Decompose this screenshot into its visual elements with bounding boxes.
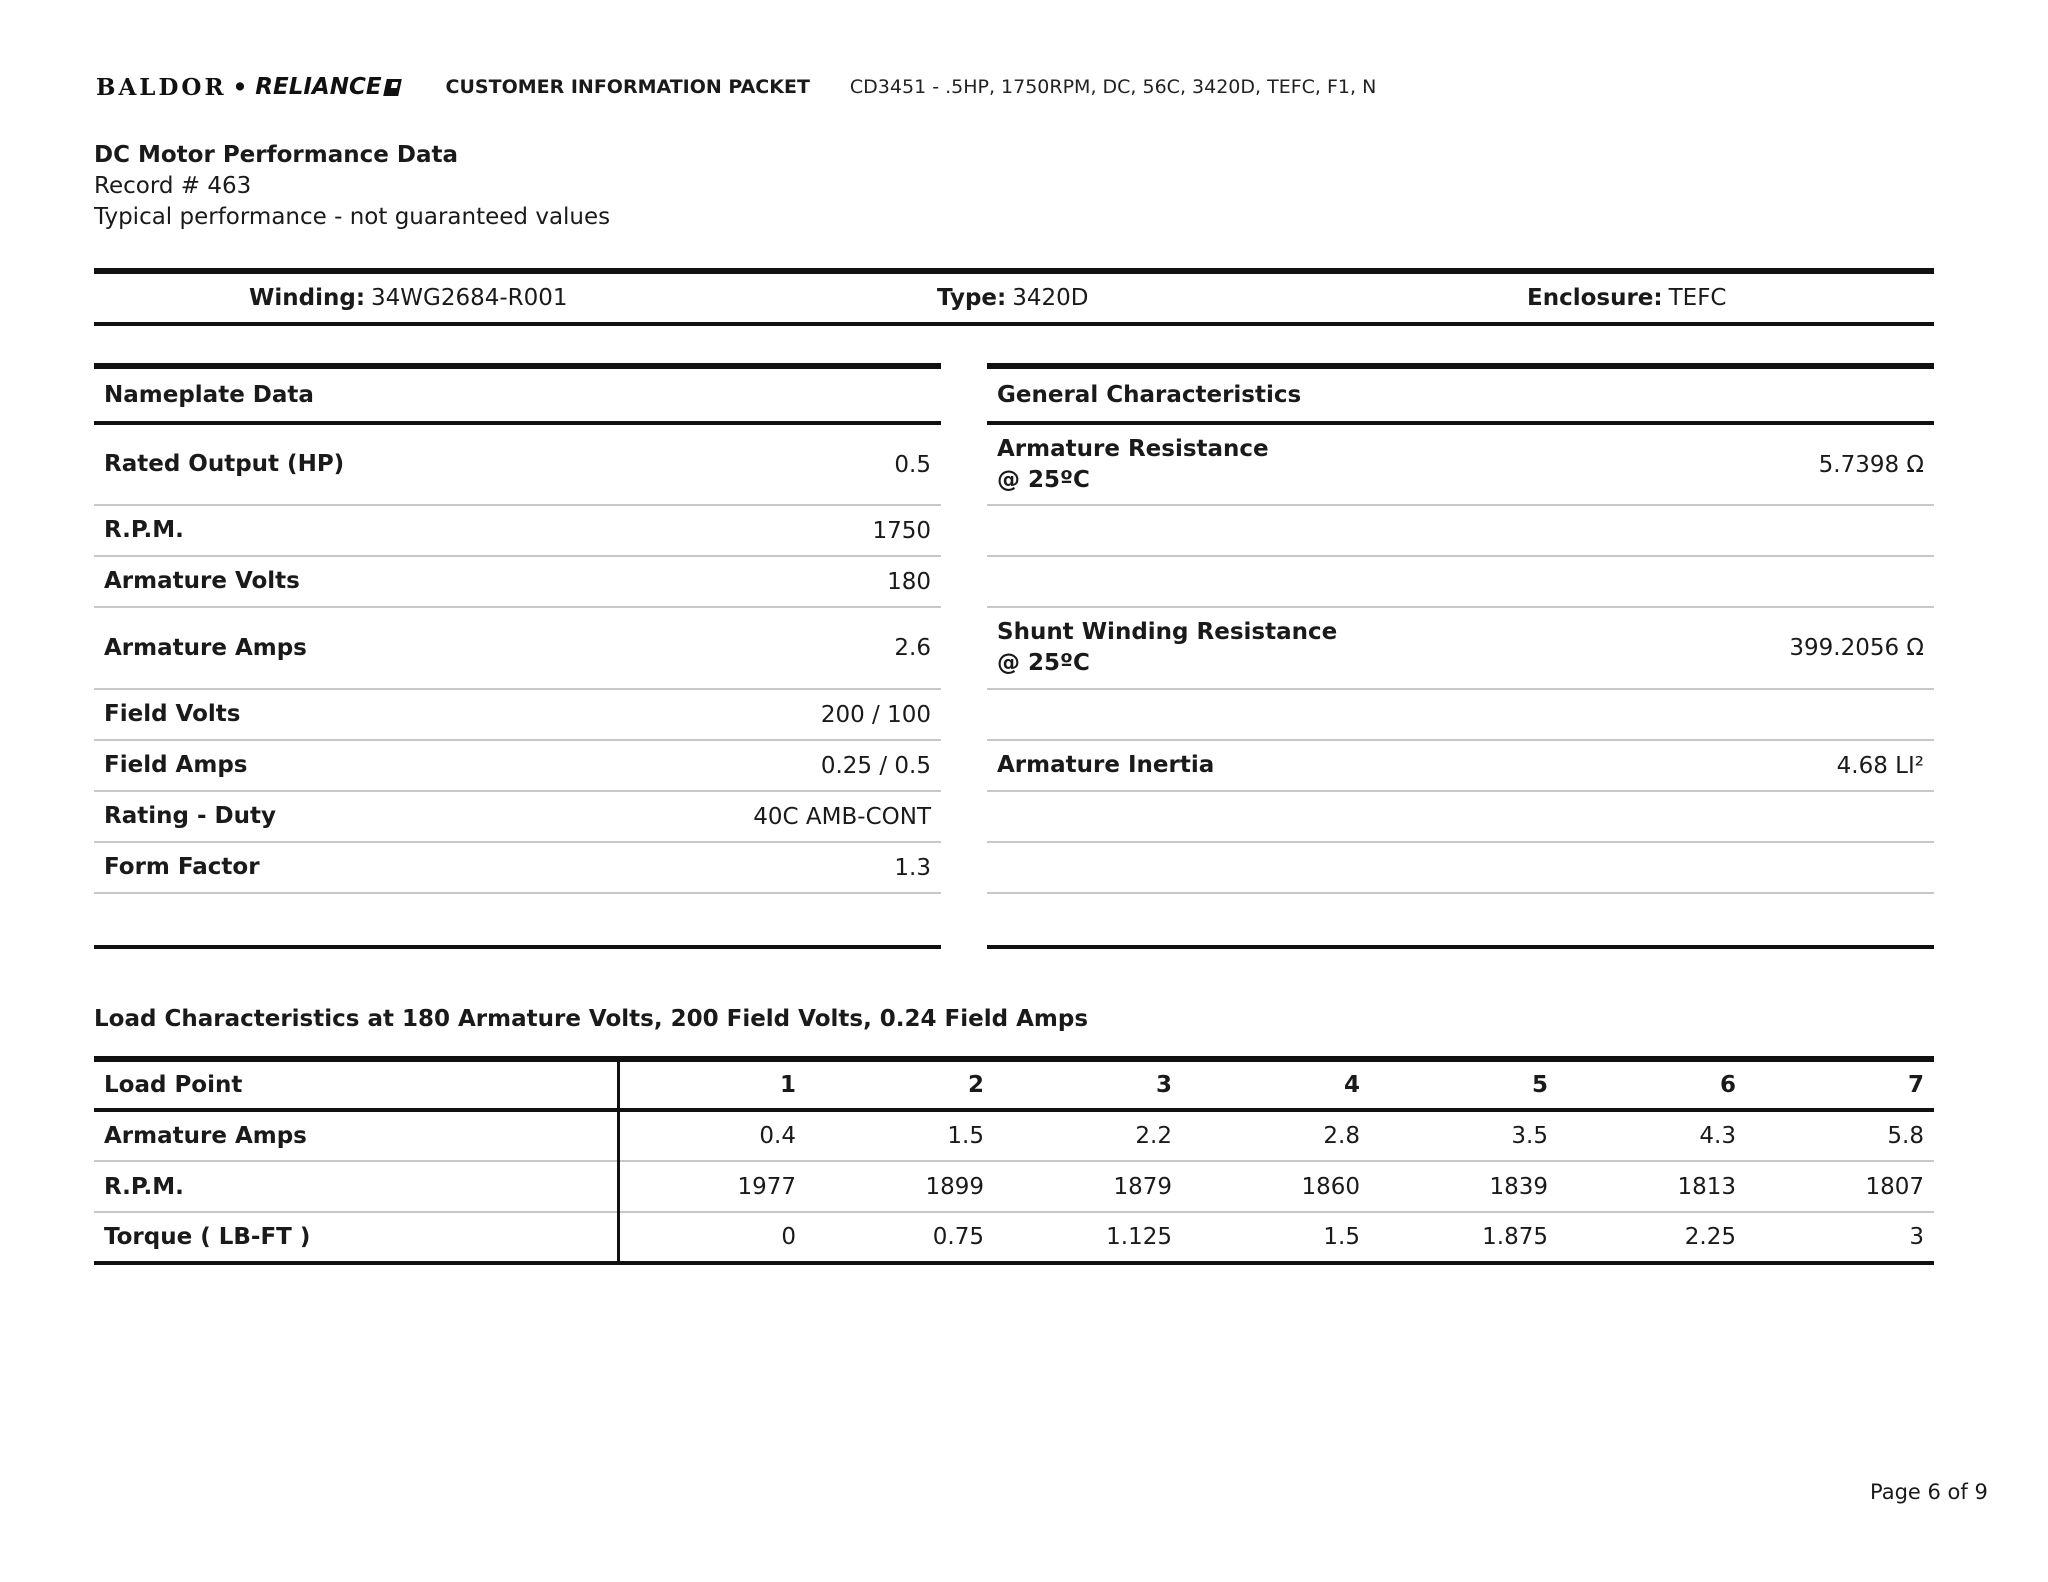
- table-row: [987, 423, 1934, 505]
- enclosure-field: [1527, 274, 1726, 322]
- nameplate-label: Form Factor: [94, 842, 575, 893]
- nameplate-value: 0.5: [575, 423, 941, 505]
- table-row: [94, 556, 941, 607]
- general-label: [987, 689, 1650, 740]
- load-value: 1899: [806, 1161, 994, 1212]
- logo-baldor-text: BALDOR: [96, 73, 227, 101]
- logo-reliance-text: RELIANCE: [255, 74, 382, 100]
- table-row: [987, 607, 1934, 689]
- load-value: 0.75: [932, 1224, 984, 1250]
- general-label-line2: @ 25ºC: [997, 466, 1090, 493]
- enclosure-label: Enclosure:: [1527, 285, 1663, 311]
- nameplate-label: Field Volts: [94, 689, 575, 740]
- nameplate-value: 0.25 / 0.5: [575, 740, 941, 791]
- load-value: 1813: [1558, 1161, 1746, 1212]
- table-row: [94, 689, 941, 740]
- table-row: [94, 1110, 1934, 1161]
- load-point-number: 7: [1746, 1059, 1934, 1110]
- motor-summary-bar: [94, 268, 1934, 326]
- type-label: Type:: [937, 285, 1007, 311]
- load-value: 2.8: [1182, 1110, 1370, 1161]
- nameplate-bottom-rule: [94, 945, 941, 949]
- load-value: 0.4: [618, 1110, 806, 1161]
- table-row: [94, 791, 941, 842]
- table-row: [987, 505, 1934, 556]
- nameplate-label: Rating - Duty: [94, 791, 575, 842]
- load-value: 1.5: [806, 1110, 994, 1161]
- record-number: Record # 463: [94, 173, 252, 199]
- load-value: 3.5: [1370, 1110, 1558, 1161]
- type-field: [937, 274, 1088, 322]
- load-point-header: Load Point: [94, 1059, 618, 1110]
- nameplate-data-panel: [94, 363, 941, 894]
- page-number: Page 6 of 9: [1870, 1480, 1988, 1504]
- nameplate-value: 180: [575, 556, 941, 607]
- table-row: [94, 1161, 1934, 1212]
- table-header-row: [94, 1059, 1934, 1110]
- packet-title: CUSTOMER INFORMATION PACKET: [445, 76, 810, 98]
- load-value: 4.3: [1558, 1110, 1746, 1161]
- winding-field: [249, 274, 568, 322]
- load-value: 3: [1909, 1224, 1924, 1250]
- nameplate-label: Rated Output (HP): [94, 423, 575, 505]
- load-value: 1.875: [1482, 1224, 1548, 1250]
- general-label-line1: Armature Resistance: [997, 435, 1269, 462]
- load-value: 1879: [994, 1161, 1182, 1212]
- type-value: 3420D: [1012, 285, 1089, 311]
- nameplate-value: 40C AMB-CONT: [575, 791, 941, 842]
- general-label: [987, 607, 1650, 689]
- general-label: [987, 842, 1650, 893]
- table-row: [987, 740, 1934, 791]
- general-value: 4.68 LI²: [1650, 740, 1934, 791]
- nameplate-label: R.P.M.: [94, 505, 575, 556]
- table-row: [94, 423, 941, 505]
- load-characteristics-title: Load Characteristics at 180 Armature Volts, 200 Field Volts, 0.24 Field Amps: [94, 1006, 1089, 1032]
- general-label: [987, 505, 1650, 556]
- reliance-mark-icon: [383, 79, 402, 96]
- table-row: [987, 842, 1934, 893]
- general-characteristics-panel: [987, 363, 1934, 894]
- general-bottom-rule: [987, 945, 1934, 949]
- table-row: [94, 505, 941, 556]
- general-value: [1650, 842, 1934, 893]
- load-point-number: 4: [1182, 1059, 1370, 1110]
- general-label: [987, 423, 1650, 505]
- general-value: 399.2056 Ω: [1650, 607, 1934, 689]
- general-value: [1650, 556, 1934, 607]
- nameplate-label: Armature Amps: [94, 607, 575, 689]
- table-row: [987, 689, 1934, 740]
- disclaimer: Typical performance - not guaranteed values: [94, 204, 611, 230]
- general-label-line2: @ 25ºC: [997, 650, 1090, 676]
- load-value: 0: [781, 1224, 796, 1250]
- load-point-number: 2: [806, 1059, 994, 1110]
- general-value: [1650, 505, 1934, 556]
- enclosure-value: TEFC: [1668, 285, 1727, 311]
- nameplate-value: 1.3: [575, 842, 941, 893]
- document-title: DC Motor Performance Data: [94, 142, 458, 168]
- table-row: [94, 740, 941, 791]
- general-label: Armature Inertia: [987, 740, 1650, 791]
- load-value: 2.2: [994, 1110, 1182, 1161]
- load-value: 1807: [1746, 1161, 1934, 1212]
- document-intro: [94, 140, 610, 233]
- load-point-number: 3: [994, 1059, 1182, 1110]
- nameplate-label: Armature Volts: [94, 556, 575, 607]
- nameplate-value: 200 / 100: [575, 689, 941, 740]
- general-value: [1650, 791, 1934, 842]
- nameplate-value: 2.6: [575, 607, 941, 689]
- logo-separator: •: [232, 73, 248, 101]
- table-row: [94, 1212, 1934, 1263]
- baldor-reliance-logo: [96, 74, 400, 101]
- table-row: [94, 607, 941, 689]
- load-point-number: 5: [1370, 1059, 1558, 1110]
- load-value: 2.25: [1684, 1224, 1736, 1250]
- load-value: 1.5: [1323, 1224, 1360, 1250]
- general-value: 5.7398 Ω: [1650, 423, 1934, 505]
- nameplate-label: Field Amps: [94, 740, 575, 791]
- load-point-number: 1: [618, 1059, 806, 1110]
- general-label-line1: Shunt Winding Resistance: [997, 619, 1338, 645]
- load-value: 1.125: [1106, 1224, 1172, 1250]
- table-row: [987, 556, 1934, 607]
- nameplate-table: [94, 363, 941, 894]
- load-row-label: Torque ( LB-FT ): [94, 1212, 618, 1263]
- winding-label: Winding:: [249, 285, 366, 311]
- general-label: [987, 791, 1650, 842]
- load-value: 5.8: [1746, 1110, 1934, 1161]
- load-row-label: R.P.M.: [94, 1161, 618, 1212]
- load-value: 1839: [1370, 1161, 1558, 1212]
- load-characteristics-table: [94, 1056, 1934, 1265]
- load-value: 1860: [1182, 1161, 1370, 1212]
- document-header: [96, 72, 1376, 102]
- winding-value: 34WG2684-R001: [371, 285, 568, 311]
- table-row: [94, 842, 941, 893]
- general-value: [1650, 689, 1934, 740]
- table-row: [987, 791, 1934, 842]
- nameplate-title: Nameplate Data: [94, 366, 941, 423]
- product-description: CD3451 - .5HP, 1750RPM, DC, 56C, 3420D, TEFC, F1, N: [849, 76, 1377, 98]
- general-characteristics-title: General Characteristics: [987, 366, 1934, 423]
- load-point-number: 6: [1558, 1059, 1746, 1110]
- general-characteristics-table: [987, 363, 1934, 894]
- load-value: 1977: [618, 1161, 806, 1212]
- load-row-label: Armature Amps: [94, 1110, 618, 1161]
- nameplate-value: 1750: [575, 505, 941, 556]
- general-label: [987, 556, 1650, 607]
